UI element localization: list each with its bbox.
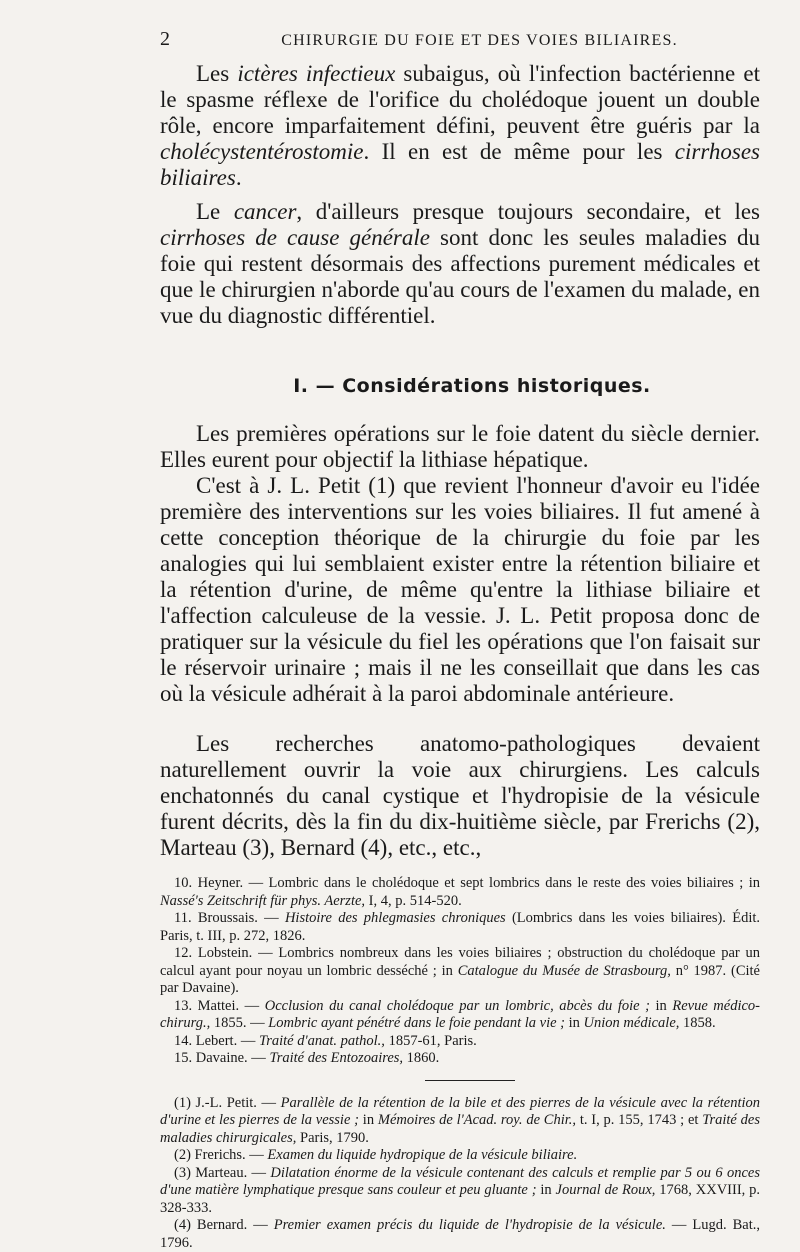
text-run: subaigus, où l'infection bactérienne et le spasme réflexe de l'orifice du cholédoque jouent un double rôle, encore imparfaitement défini, peuvent être guéris par la xyxy=(160,61,760,138)
bibliography-entry xyxy=(160,1033,760,1051)
italic-title: Traité des Entozoaires, xyxy=(269,1050,404,1066)
italic-title: Revue médico-chirurg., xyxy=(160,997,761,1031)
italic-term: ictères infectieux xyxy=(237,61,396,86)
text-run: Paris, 1790. xyxy=(296,1129,369,1146)
text-run: 1857-61, Paris. xyxy=(384,1032,477,1049)
text-run: — Lugd. Bat., 1796. xyxy=(160,1217,760,1251)
text-run: in xyxy=(359,1112,378,1128)
italic-title: Premier examen précis du liquide de l'hydropisie de la vésicule. xyxy=(273,1217,666,1233)
running-header xyxy=(160,28,760,51)
italic-title: Traité des maladies chirurgicales, xyxy=(160,1112,760,1146)
italic-title: Examen du liquide hydropique de la vésicule biliaire. xyxy=(267,1147,578,1163)
bibliography-entry xyxy=(160,998,760,1033)
text-run: in xyxy=(565,1015,584,1031)
italic-title: Traité d'anat. pathol., xyxy=(258,1032,385,1049)
separator-rule xyxy=(425,1080,515,1081)
text-run: Les xyxy=(196,61,238,86)
text-run: I, 4, p. 514-520. xyxy=(365,892,462,909)
footnote xyxy=(160,1095,760,1148)
text-run: in xyxy=(536,1182,556,1198)
italic-title: Mémoires de l'Acad. roy. de Chir., xyxy=(377,1112,577,1128)
text-run: (2) Frerichs. — xyxy=(174,1147,268,1163)
paragraph: Les recherches anatomo-pathologiques devaient naturellement ouvrir la voie aux chirurgiens. Les calculs enchatonnés du canal cystique et l'hydropisie de la vésicule furent décrits, dès la fin du dix-huitième siècle, par Frerichs (2), Marteau (3), Bernard (4), etc., etc., xyxy=(160,731,760,860)
paragraph: C'est à J. L. Petit (1) que revient l'honneur d'avoir eu l'idée première des interventions sur les voies biliaires. Il fut amené à cette conception théorique de la chirurgie du foie par les analogies qui lui semblaient exister entre la rétention biliaire et la rétention d'urine, de même qu'entre la lithiase biliaire et l'affection calculeuse de la vessie. J. L. Petit proposa donc de pratiquer sur la vésicule du fiel les opérations que l'on faisait sur le réservoir urinaire ; mais il ne les conseillait que dans les cas où la vésicule adhérait à la paroi abdominale antérieure. xyxy=(160,473,760,706)
section-heading: I. — Considérations historiques. xyxy=(293,375,651,397)
text-run: 14. Lebert. — xyxy=(174,1032,259,1049)
text-run: 12. Lobstein. — Lombrics nombreux dans les voies biliaires ; obstruction du cholédoque par un calcul ayant pour noyau un lombric desséché ; in xyxy=(160,945,760,979)
text-run: t. I, p. 155, 1743 ; et xyxy=(576,1112,703,1128)
italic-title: Lombric ayant pénétré dans le foie pendant la vie ; xyxy=(268,1015,566,1031)
bibliography-entry xyxy=(160,910,760,945)
italic-title: Occlusion du canal cholédoque par un lombric, abcès du foie ; xyxy=(264,997,650,1014)
text-run: 10. Heyner. — Lombric dans le cholédoque et sept lombrics dans le reste des voies biliaires ; in xyxy=(174,875,760,891)
main-text xyxy=(160,61,760,861)
text-run: (4) Bernard. — xyxy=(174,1217,274,1233)
bibliography-list xyxy=(160,875,760,1252)
text-run: 1858. xyxy=(679,1015,716,1031)
text-run: 1855. — xyxy=(210,1015,269,1031)
text-run: 13. Mattei. — xyxy=(174,997,265,1014)
italic-title: Dilatation énorme de la vésicule contenant des calculs et remplie par 5 ou 6 onces d'une matière lymphatique presque sans couleur et peu gluante ; xyxy=(160,1164,760,1198)
paragraph xyxy=(160,61,760,191)
italic-term: cholécystentérostomie xyxy=(160,139,364,164)
text-run: 11. Broussais. — xyxy=(174,910,285,926)
text-run: Le xyxy=(196,199,234,224)
bibliography-entry xyxy=(160,945,760,998)
text-run: . Il en est de même pour les xyxy=(363,139,675,164)
italic-title: Union médicale, xyxy=(583,1015,680,1031)
text-run: n° 1987. (Cité par Davaine). xyxy=(160,962,760,996)
page-number: 2 xyxy=(160,28,172,50)
text-run: . xyxy=(235,165,242,190)
bibliography-entry xyxy=(160,1050,760,1068)
text-run: , d'ailleurs presque toujours secondaire, et les xyxy=(296,199,760,224)
italic-title: Nassé's Zeitschrift für phys. Aerzte, xyxy=(160,892,366,909)
text-run: (3) Marteau. — xyxy=(174,1164,271,1181)
paragraph xyxy=(160,199,760,329)
italic-title: Journal de Roux, xyxy=(555,1182,656,1198)
text-run: 1860. xyxy=(403,1050,440,1066)
text-run: in xyxy=(649,997,673,1014)
italic-term: cancer xyxy=(233,199,297,224)
text-run: (1) J.-L. Petit. — xyxy=(174,1094,281,1111)
italic-term: cirrhoses de cause générale xyxy=(160,225,430,250)
footnote xyxy=(160,1217,760,1252)
footnote xyxy=(160,1165,760,1218)
italic-title: Parallèle de la rétention de la bile et des pierres de la vésicule avec la rétention d'urine et les pierres de la vessie ; xyxy=(160,1094,761,1128)
paragraph: Les premières opérations sur le foie datent du siècle dernier. Elles eurent pour objectif la lithiase hépatique. xyxy=(160,421,760,472)
text-run: sont donc les seules maladies du foie qui restent désormais des affections purement médicales et que le chirurgien n'aborde qu'au cours de l'examen du malade, en vue du diagnostic différentiel. xyxy=(160,225,760,328)
text-run: (Lombrics dans les voies biliaires). Édit. Paris, t. III, p. 272, 1826. xyxy=(160,910,760,944)
running-title: CHIRURGIE DU FOIE ET DES VOIES BILIAIRES. xyxy=(281,32,678,49)
italic-title: Histoire des phlegmasies chroniques xyxy=(284,910,506,926)
footnote xyxy=(160,1147,760,1165)
bibliography-entry xyxy=(160,875,760,910)
italic-term: cirrhoses biliaires xyxy=(160,139,760,190)
text-run: 1768, XXVIII, p. 328-333. xyxy=(160,1182,761,1216)
italic-title: Catalogue du Musée de Strasbourg, xyxy=(457,962,671,979)
text-run: 15. Davaine. — xyxy=(174,1050,270,1066)
